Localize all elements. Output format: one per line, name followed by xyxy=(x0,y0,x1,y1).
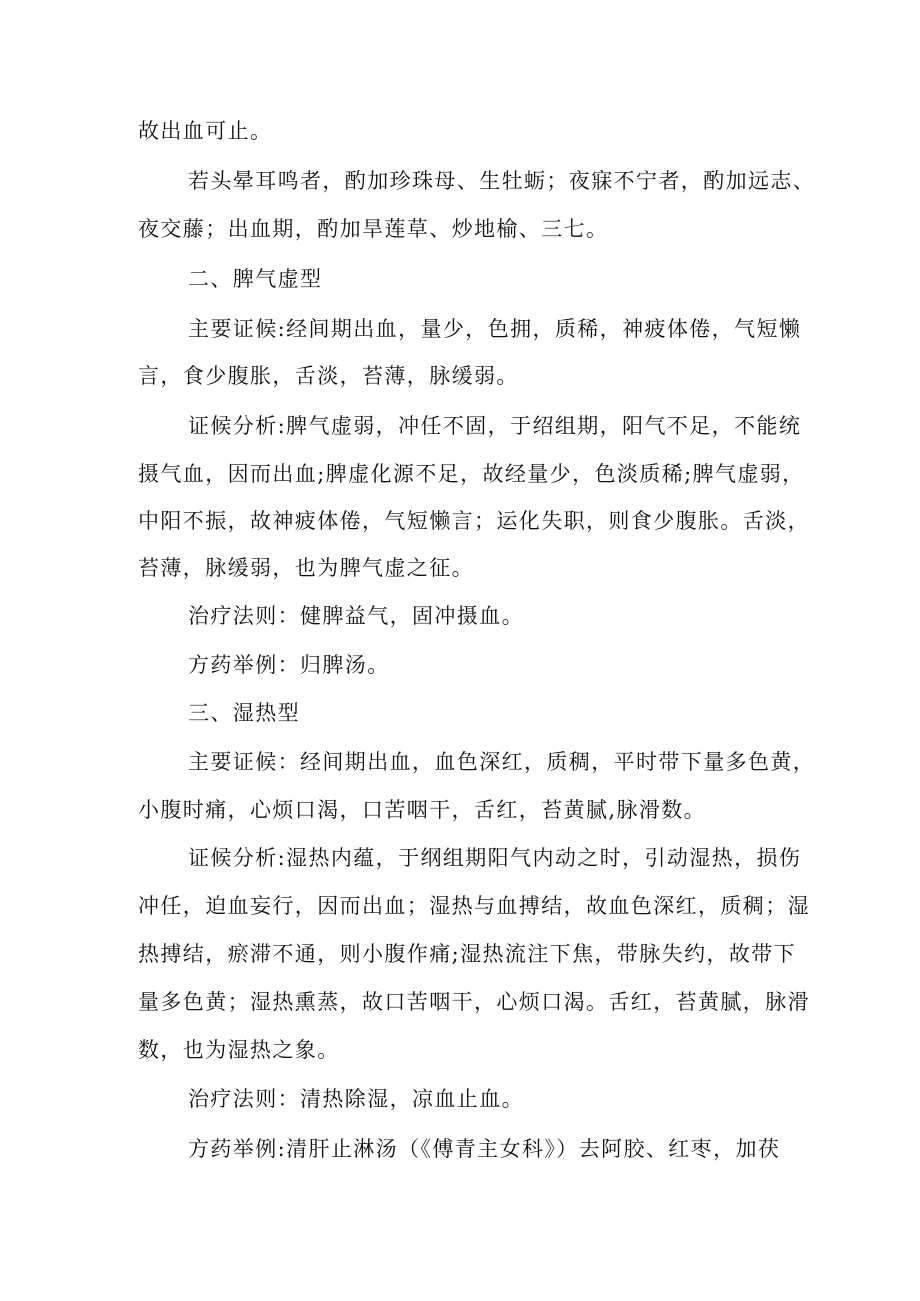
paragraph-line: 中阳不振，故神疲体倦，气短懒言；运化失职，则食少腹胀。舌淡， xyxy=(138,509,810,533)
paragraph-line: 主要证候：经间期出血，血色深红，质稠，平时带下量多色黄， xyxy=(188,750,816,774)
paragraph-line: 量多色黄；湿热熏蒸，故口苦咽干，心烦口渴。舌红，苔黄腻，脉滑 xyxy=(138,990,810,1014)
paragraph-line: 若头晕耳鸣者，酌加珍珠母、生牡蛎；夜寐不宁者，酌加远志、 xyxy=(188,169,816,193)
paragraph-line: 证候分析:湿热内蕴，于纲组期阳气内动之时，引动湿热，损伤 xyxy=(188,846,802,870)
paragraph-line: 证候分析:脾气虚弱，冲任不固，于绍组期，阳气不足，不能统 xyxy=(188,414,802,438)
section-heading: 二、脾气虚型 xyxy=(188,267,323,291)
paragraph-line: 热搏结，瘀滞不通，则小腹作痛;湿热流注下焦，带脉失约，故带下 xyxy=(138,942,797,966)
paragraph-line: 小腹时痛，心烦口渴，口苦咽干，舌红，苔黄腻,脉滑数。 xyxy=(138,798,707,822)
paragraph-line: 方药举例:清肝止淋汤（《傅青主女科》）去阿胶、红枣，加茯 xyxy=(188,1137,781,1161)
paragraph-line: 苔薄，脉缓弱，也为脾气虚之征。 xyxy=(138,556,474,580)
paragraph-line: 夜交藤；出血期，酌加旱莲草、炒地榆、三七。 xyxy=(138,217,609,241)
paragraph-line: 主要证候:经间期出血，量少，色拥，质稀，神疲体倦，气短懒 xyxy=(188,317,802,341)
paragraph-line: 言，食少腹胀，舌淡，苔薄，脉缓弱。 xyxy=(138,364,519,388)
paragraph-line: 冲任，迫血妄行，因而出血；湿热与血搏结，故血色深红，质稠；湿 xyxy=(138,894,810,918)
paragraph-line: 数，也为湿热之象。 xyxy=(138,1038,340,1062)
paragraph-line: 方药举例：归脾汤。 xyxy=(188,653,390,677)
paragraph-line: 摄气血，因而出血;脾虚化源不足，故经量少，色淡质稀;脾气虚弱， xyxy=(138,462,805,486)
paragraph-line: 故出血可止。 xyxy=(138,119,273,143)
paragraph-line: 治疗法则：健脾益气，固冲摄血。 xyxy=(188,604,524,628)
paragraph-line: 治疗法则：清热除湿，凉血止血。 xyxy=(188,1087,524,1111)
section-heading: 三、湿热型 xyxy=(188,701,300,725)
